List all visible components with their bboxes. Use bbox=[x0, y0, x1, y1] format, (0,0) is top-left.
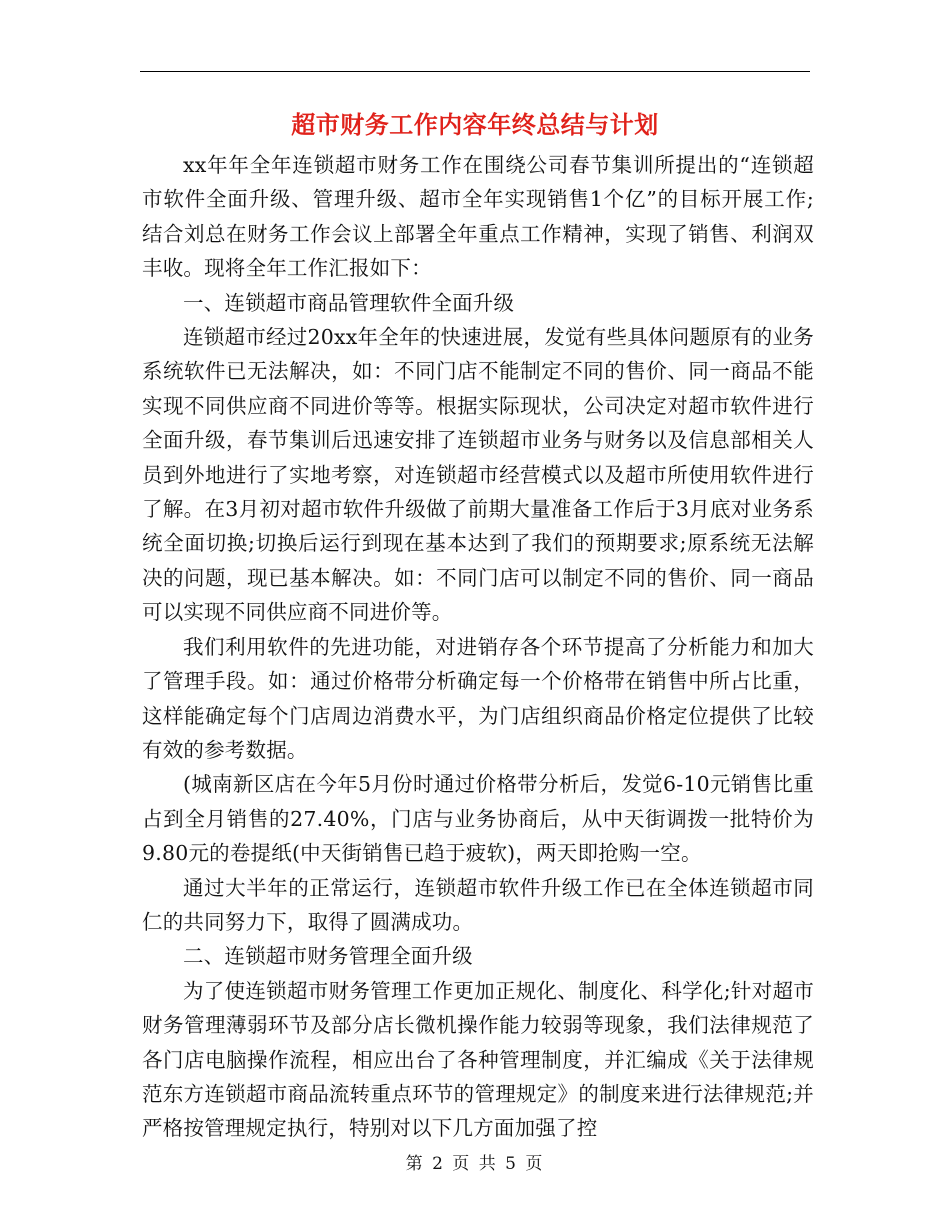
page-number: 第 2 页 共 5 页 bbox=[405, 1154, 545, 1174]
paragraph-finance-management: 为了使连锁超市财务管理工作更加正规化、制度化、科学化;针对超市财务管理薄弱环节及部分店长微机操作能力较弱等现象，我们法律规范了各门店电脑操作流程，相应出台了各种管理制度，并汇编成《关于法律规范东方连锁超市商品流转重点环节的管理规定》的制度来进行法律规范;并严格按管理规定执行，特别对以下几方面加强了控 bbox=[142, 978, 814, 1141]
paragraph-upgrade-success: 通过大半年的正常运行，连锁超市软件升级工作已在全体连锁超市同仁的共同努力下，取得了圆满成功。 bbox=[142, 875, 814, 934]
paragraph-example: (城南新区店在今年5月份时通过价格带分析后，发觉6-10元销售比重占到全月销售的27.40%，门店与业务协商后，从中天街调拨一批特价为9.80元的卷提纸(中天街销售已趋于疲软)，两天即抢购一空。 bbox=[142, 772, 814, 866]
paragraph-price-analysis: 我们利用软件的先进功能，对进销存各个环节提高了分析能力和加大了管理手段。如：通过价格带分析确定每一个价格带在销售中所占比重，这样能确定每个门店周边消费水平，为门店组织商品价格定位提供了比较有效的参考数据。 bbox=[142, 634, 814, 762]
section-heading-2: 二、连锁超市财务管理全面升级 bbox=[183, 944, 473, 969]
paragraph-intro: xx年年全年连锁超市财务工作在围绕公司春节集训所提出的“连锁超市软件全面升级、管理升级、超市全年实现销售1个亿”的目标开展工作;结合刘总在财务工作会议上部署全年重点工作精神，实现了销售、利润双丰收。现将全年工作汇报如下： bbox=[142, 153, 814, 281]
document-title: 超市财务工作内容年终总结与计划 bbox=[291, 111, 659, 139]
document-body bbox=[142, 148, 814, 1146]
header-rule bbox=[140, 71, 810, 72]
paragraph-software-upgrade: 连锁超市经过20xx年全年的快速进展，发觉有些具体问题原有的业务系统软件已无法解决，如：不同门店不能制定不同的售价、同一商品不能实现不同供应商不同进价等等。根据实际现状，公司决定对超市软件进行全面升级，春节集训后迅速安排了连锁超市业务与财务以及信息部相关人员到外地进行了实地考察，对连锁超市经营模式以及超市所使用软件进行了解。在3月初对超市软件升级做了前期大量准备工作后于3月底对业务系统全面切换;切换后运行到现在基本达到了我们的预期要求;原系统无法解决的问题，现已基本解决。如：不同门店可以制定不同的售价、同一商品可以实现不同供应商不同进价等。 bbox=[142, 325, 814, 625]
section-heading-1: 一、连锁超市商品管理软件全面升级 bbox=[183, 290, 515, 315]
